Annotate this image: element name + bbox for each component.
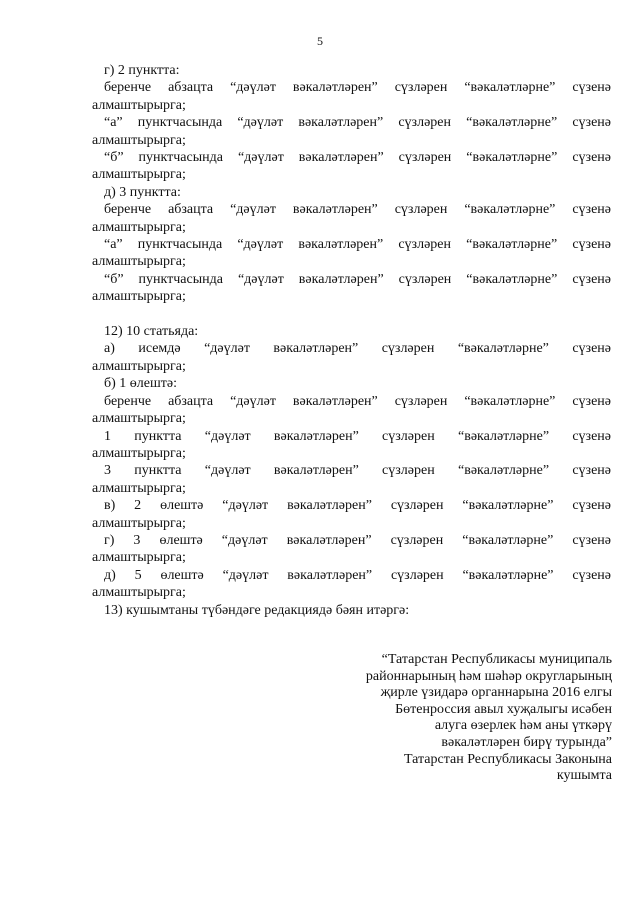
body-line: д) 5 өлештә “дәүләт вәкаләтләрен” сүзләрен “вәкаләтләрне” сүзенә bbox=[104, 567, 611, 583]
body-line: алмаштырырга; bbox=[92, 289, 186, 305]
appendix-line: районнарының һәм шәһәр округларының bbox=[365, 668, 612, 684]
body-line: “а” пунктчасында “дәүләт вәкаләтләрен” сүзләрен “вәкаләтләрне” сүзенә bbox=[104, 115, 611, 131]
body-line: алмаштырырга; bbox=[92, 219, 186, 235]
body-line: б) 1 өлештә: bbox=[104, 376, 177, 392]
appendix-line: “Татарстан Республикасы муниципаль bbox=[381, 652, 612, 667]
body-line: “а” пунктчасында “дәүләт вәкаләтләрен” сүзләрен “вәкаләтләрне” сүзенә bbox=[104, 237, 611, 253]
body-line: алмаштырырга; bbox=[92, 358, 186, 374]
body-line: алмаштырырга; bbox=[92, 515, 186, 531]
body-line: алмаштырырга; bbox=[92, 97, 186, 113]
appendix-caption bbox=[300, 652, 612, 785]
body-line: “б” пунктчасында “дәүләт вәкаләтләрен” сүзләрен “вәкаләтләрне” сүзенә bbox=[104, 271, 611, 287]
body-line: д) 3 пунктта: bbox=[104, 184, 181, 200]
body-line: 12) 10 статьяда: bbox=[104, 324, 199, 340]
body-line: алмаштырырга; bbox=[92, 411, 186, 427]
body-line: алмаштырырга; bbox=[92, 550, 186, 566]
body-line: алмаштырырга; bbox=[92, 445, 186, 461]
body-line: 3 пунктта “дәүләт вәкаләтләрен” сүзләрен “вәкаләтләрне” сүзенә bbox=[104, 463, 611, 479]
body-line: беренче абзацта “дәүләт вәкаләтләрен” сүзләрен “вәкаләтләрне” сүзенә bbox=[104, 202, 611, 218]
body-line: алмаштырырга; bbox=[92, 585, 186, 601]
body-line: алмаштырырга; bbox=[92, 132, 186, 148]
appendix-line: алуга өзерлек һәм аны үткәрү bbox=[434, 718, 612, 734]
document-body bbox=[92, 62, 611, 619]
body-line: “б” пунктчасында “дәүләт вәкаләтләрен” сүзләрен “вәкаләтләрне” сүзенә bbox=[104, 150, 611, 166]
appendix-line: кушымта bbox=[556, 768, 612, 784]
body-line: алмаштырырга; bbox=[92, 167, 186, 183]
body-line: алмаштырырга; bbox=[92, 254, 186, 270]
body-line: г) 2 пунктта: bbox=[104, 63, 180, 78]
body-line: беренче абзацта “дәүләт вәкаләтләрен” сүзләрен “вәкаләтләрне” сүзенә bbox=[104, 80, 611, 96]
appendix-line: вәкаләтләрен бирү турында” bbox=[441, 734, 612, 750]
body-line: 1 пунктта “дәүләт вәкаләтләрен” сүзләрен “вәкаләтләрне” сүзенә bbox=[104, 428, 611, 444]
paragraph-gap bbox=[92, 306, 611, 323]
appendix-line: Бөтенроссия авыл хуҗалыгы исәбен bbox=[395, 701, 612, 717]
body-line: беренче абзацта “дәүләт вәкаләтләрен” сүзләрен “вәкаләтләрне” сүзенә bbox=[104, 393, 611, 409]
body-line: г) 3 өлештә “дәүләт вәкаләтләрен” сүзләрен “вәкаләтләрне” сүзенә bbox=[104, 532, 611, 548]
page-number: 5 bbox=[317, 34, 323, 48]
body-line: а) исемдә “дәүләт вәкаләтләрен” сүзләрен “вәкаләтләрне” сүзенә bbox=[104, 341, 611, 357]
appendix-line: җирле үзидарә органнарына 2016 елгы bbox=[380, 685, 612, 701]
body-line: 13) кушымтаны түбәндәге редакциядә бәян итәргә: bbox=[104, 602, 410, 618]
body-line: в) 2 өлештә “дәүләт вәкаләтләрен” сүзләрен “вәкаләтләрне” сүзенә bbox=[104, 498, 611, 514]
body-line: алмаштырырга; bbox=[92, 480, 186, 496]
appendix-line: Татарстан Республикасы Законына bbox=[403, 751, 612, 767]
